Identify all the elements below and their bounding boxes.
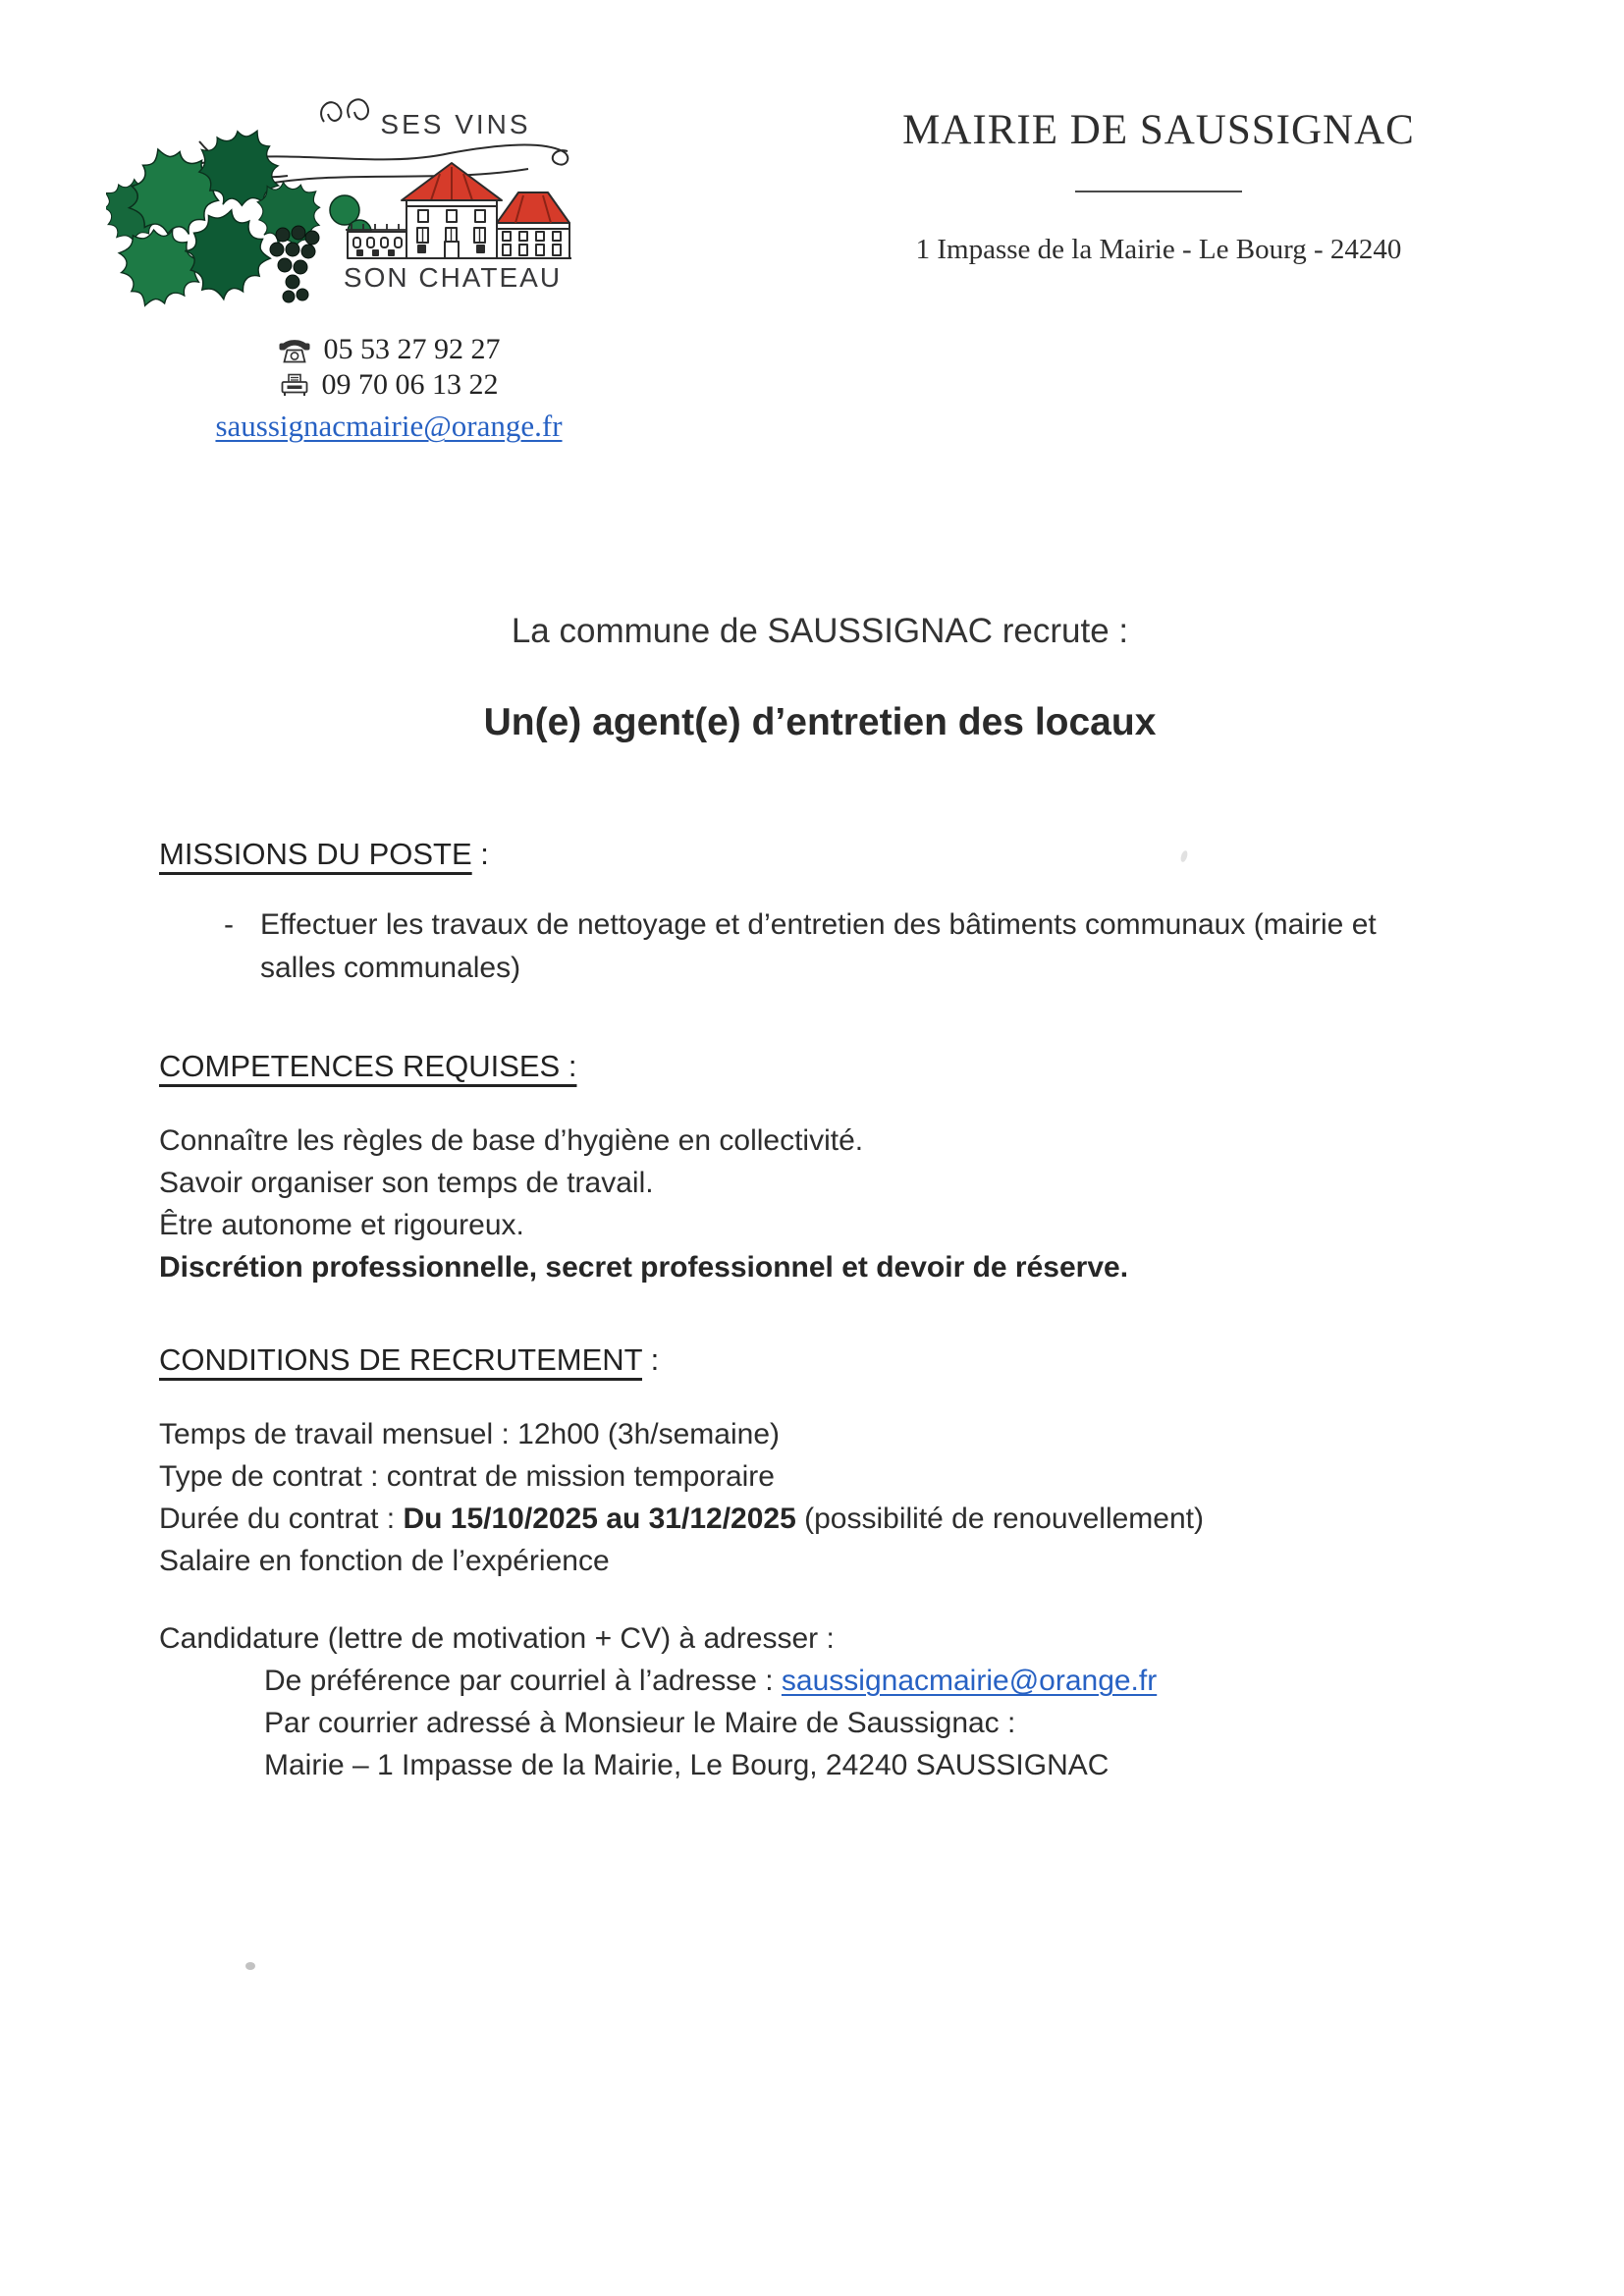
candidature-courriel [159, 1660, 1481, 1702]
fax-row [149, 367, 628, 403]
missions-heading-text: MISSIONS DU POSTE [159, 837, 472, 871]
mairie-title: MAIRIE DE SAUSSIGNAC [902, 107, 1415, 153]
competence-line: Savoir organiser son temps de travail. [159, 1167, 654, 1199]
conditions-heading-text: CONDITIONS DE RECRUTEMENT [159, 1342, 643, 1377]
conditions-line-duree [159, 1498, 1481, 1540]
missions-heading-colon: : [471, 837, 489, 871]
missions-bullet-line1: Effectuer les travaux de nettoyage et d’entretien des bâtiments communaux (mairie et [260, 908, 1377, 941]
grape-leaves-icon [106, 113, 339, 310]
conditions-line-salaire: Salaire en fonction de l’expérience [159, 1545, 610, 1577]
candidature-email-link[interactable]: saussignacmairie@orange.fr [781, 1665, 1158, 1697]
contact-email-link[interactable]: saussignacmairie@orange.fr [215, 409, 563, 443]
conditions-list [159, 1413, 1481, 1582]
competences-heading-text: COMPETENCES REQUISES : [159, 1049, 577, 1083]
missions-heading [159, 837, 1481, 872]
document-body [159, 612, 1481, 1786]
intro-title: La commune de SAUSSIGNAC recrute : [511, 612, 1129, 650]
conditions-line-type: Type de contrat : contrat de mission temporaire [159, 1460, 775, 1493]
header-divider [1075, 191, 1242, 192]
mairie-address: 1 Impasse de la Mairie - Le Bourg - 24240 [915, 234, 1402, 265]
section-competences [159, 1049, 1481, 1288]
missions-bullet [159, 903, 1481, 990]
rotary-phone-icon [278, 337, 311, 363]
competences-heading [159, 1049, 1481, 1084]
conditions-line-temps: Temps de travail mensuel : 12h00 (3h/semaine) [159, 1418, 780, 1450]
section-candidature [159, 1617, 1481, 1786]
competence-line: Être autonome et rigoureux. [159, 1209, 524, 1241]
conditions-heading [159, 1342, 1481, 1378]
grapes-icon [270, 226, 319, 302]
contact-email-row [149, 408, 628, 446]
section-missions [159, 837, 1481, 990]
logo-bottom-text: SON CHATEAU [343, 262, 563, 293]
logo-top-text: SES VINS [380, 109, 531, 139]
candidature-intro: Candidature (lettre de motivation + CV) à adresser : [159, 1622, 835, 1655]
missions-bullet-text [260, 903, 1377, 990]
duree-dates: Du 15/10/2025 au 31/12/2025 [403, 1503, 796, 1535]
competence-line: Connaître les règles de base d’hygiène en collectivité. [159, 1124, 864, 1157]
courriel-prefix: De préférence par courriel à l’adresse : [264, 1665, 782, 1697]
candidature-courrier: Par courrier adressé à Monsieur le Maire de Saussignac : [264, 1707, 1016, 1739]
fax-number: 09 70 06 13 22 [321, 368, 499, 401]
candidature-adresse: Mairie – 1 Impasse de la Mairie, Le Bourg, 24240 SAUSSIGNAC [264, 1749, 1110, 1781]
duree-prefix: Durée du contrat : [159, 1503, 404, 1535]
section-conditions [159, 1342, 1481, 1582]
phone-row [149, 332, 628, 367]
mairie-header [884, 106, 1434, 266]
missions-bullet-line2: salles communales) [260, 952, 521, 984]
job-title: Un(e) agent(e) d’entretien des locaux [483, 701, 1157, 743]
phone-number: 05 53 27 92 27 [323, 333, 501, 365]
winery-logo [106, 82, 579, 310]
competence-line-bold: Discrétion professionnelle, secret professionnel et devoir de réserve. [159, 1251, 1129, 1284]
contact-block [149, 332, 628, 446]
scan-artifact [245, 1962, 255, 1970]
winery-logo-art [106, 82, 579, 310]
bullet-dash: - [224, 908, 234, 941]
competences-list [159, 1120, 1481, 1288]
duree-suffix: (possibilité de renouvellement) [795, 1503, 1204, 1535]
fax-icon [280, 373, 309, 398]
conditions-heading-colon: : [642, 1342, 660, 1377]
